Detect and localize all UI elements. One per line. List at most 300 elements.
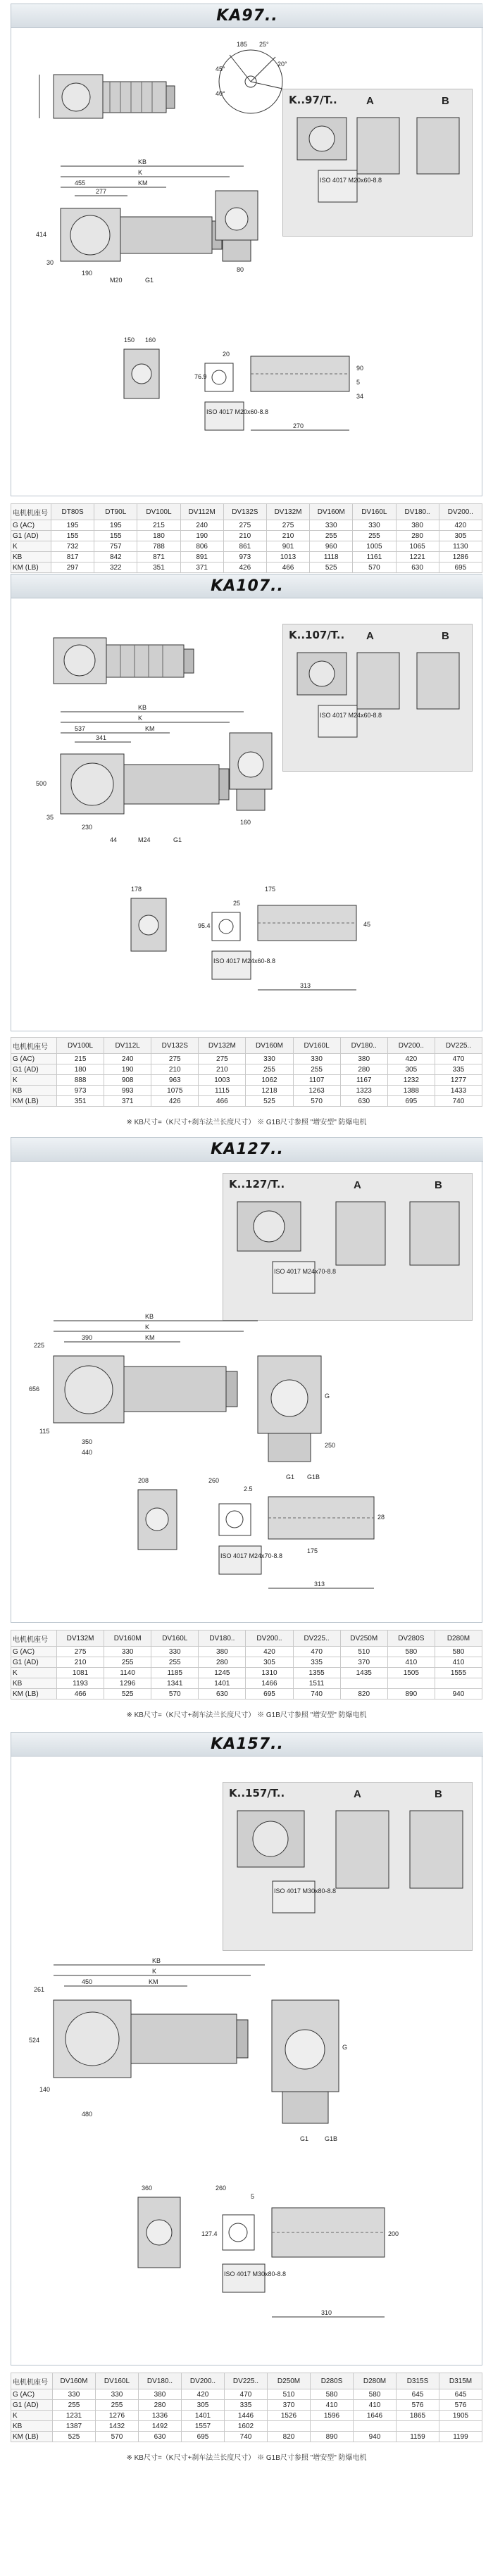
dim-480: 480 — [82, 2111, 93, 2118]
table-cell: 510 — [268, 2389, 311, 2400]
dim-230: 230 — [82, 824, 93, 831]
dim-95-4: 95.4 — [198, 922, 211, 929]
dimension-table — [11, 503, 482, 573]
table-cell: 330 — [104, 1647, 151, 1657]
table-col-header: DV200.. — [182, 2373, 225, 2389]
table-cell: 155 — [94, 531, 137, 541]
table-row — [11, 563, 482, 573]
table-cell: 973 — [223, 552, 266, 563]
dim-225: 225 — [34, 1342, 45, 1349]
table-cell: 210 — [151, 1064, 199, 1075]
drawing-frame — [11, 1732, 482, 2365]
table-cell: 180 — [137, 531, 180, 541]
table-col-header: DV225.. — [435, 1038, 482, 1054]
footnote: ※ KB尺寸=（K尺寸+刹车法兰长度尺寸） ※ G1B尺寸参照 "增安型" 防爆电机 — [126, 1711, 367, 1719]
table-cell: 1081 — [57, 1668, 104, 1678]
dim-178: 178 — [131, 886, 142, 893]
table-cell: 963 — [151, 1075, 199, 1086]
mounting-variant-inset — [282, 89, 473, 237]
section-title-bar — [11, 4, 483, 28]
row-label: K — [11, 541, 51, 552]
table-cell: 1193 — [57, 1678, 104, 1689]
row-label: G (AC) — [11, 1647, 57, 1657]
iso-bolt-label: ISO 4017 M24x60-8.8 — [320, 712, 382, 719]
mounting-variant-inset — [223, 1173, 473, 1321]
table-row — [11, 541, 482, 552]
section-ka97 — [11, 4, 482, 630]
table-cell: 1263 — [293, 1086, 340, 1096]
table-cell: 576 — [397, 2400, 439, 2411]
table-cell: 297 — [51, 563, 94, 573]
table-cell: 190 — [180, 531, 223, 541]
variant-drawings — [230, 1195, 466, 1314]
table-cell: 940 — [435, 1689, 482, 1699]
table-cell: 255 — [310, 531, 353, 541]
variant-a-label: A — [366, 95, 374, 107]
row-label: G (AC) — [11, 2389, 53, 2400]
table-cell: 1387 — [53, 2421, 96, 2432]
table-cell — [340, 1678, 387, 1689]
row-label: G1 (AD) — [11, 1064, 57, 1075]
iso-bolt-detail-label: ISO 4017 M20x60-8.8 — [206, 408, 269, 415]
table-cell: 280 — [396, 531, 439, 541]
row-label: KB — [11, 1678, 57, 1689]
table-cell: 1466 — [246, 1678, 293, 1689]
table-cell: 420 — [439, 520, 482, 531]
table-cell: 757 — [94, 541, 137, 552]
table-row — [11, 2411, 482, 2421]
table-cell: 1065 — [396, 541, 439, 552]
table-cell: 1310 — [246, 1668, 293, 1678]
table-cell: 510 — [340, 1647, 387, 1657]
dim-km: KM — [145, 1334, 155, 1341]
variant-b-label: B — [442, 95, 449, 107]
table-cell — [268, 2421, 311, 2432]
row-label: KM (LB) — [11, 2432, 53, 2442]
table-col-header: DT80S — [51, 504, 94, 520]
table-cell: 580 — [311, 2389, 354, 2400]
variant-a-label: A — [354, 1788, 361, 1800]
dim-m20: M20 — [110, 277, 123, 284]
table-cell: 1003 — [199, 1075, 246, 1086]
table-cell: 351 — [137, 563, 180, 573]
table-cell: 1401 — [182, 2411, 225, 2421]
table-cell: 466 — [199, 1096, 246, 1107]
table-col-header: DV160L — [151, 1631, 199, 1647]
dim-40deg: 45° — [216, 65, 225, 73]
dim-k: K — [138, 715, 143, 722]
table-cell: 330 — [53, 2389, 96, 2400]
dimension-table — [11, 2373, 482, 2442]
table-col-header: DV132M — [199, 1038, 246, 1054]
table-cell: 525 — [104, 1689, 151, 1699]
variant-a-label: A — [354, 1179, 361, 1191]
table-cell: 1245 — [199, 1668, 246, 1678]
dim-km: KM — [145, 725, 155, 732]
inset-model-label: K..157/T.. — [229, 1787, 285, 1799]
table-cell: 732 — [51, 541, 94, 552]
dim-440: 440 — [82, 1449, 93, 1456]
variant-b-label: B — [435, 1788, 442, 1800]
table-col-header: DV200.. — [246, 1631, 293, 1647]
table-cell: 1062 — [246, 1075, 293, 1086]
dim-5: 5 — [251, 2193, 255, 2200]
table-cell: 210 — [223, 531, 266, 541]
table-cell: 1130 — [439, 541, 482, 552]
table-cell: 335 — [435, 1064, 482, 1075]
table-cell: 1005 — [353, 541, 396, 552]
dim-k: K — [138, 169, 143, 176]
table-col-header: DV200.. — [439, 504, 482, 520]
dim-270: 270 — [293, 422, 304, 429]
table-cell: 420 — [387, 1054, 435, 1064]
table-cell: 525 — [310, 563, 353, 573]
table-cell: 570 — [96, 2432, 139, 2442]
table-cell: 190 — [104, 1064, 151, 1075]
table-cell: 215 — [137, 520, 180, 531]
table-cell: 426 — [151, 1096, 199, 1107]
dim-kb: KB — [138, 704, 147, 711]
table-cell: 210 — [199, 1064, 246, 1075]
dim-190: 190 — [82, 270, 93, 277]
table-row — [11, 1657, 482, 1668]
table-col-header: DV100L — [137, 504, 180, 520]
table-cell: 820 — [268, 2432, 311, 2442]
table-cell: 255 — [96, 2400, 139, 2411]
drawing-frame — [11, 574, 482, 1031]
variant-drawings — [290, 111, 466, 230]
dim-524: 524 — [29, 2037, 40, 2044]
table-cell: 695 — [439, 563, 482, 573]
table-cell: 901 — [266, 541, 309, 552]
section-title-bar — [11, 574, 483, 598]
dim-45deg: 20° — [277, 61, 287, 68]
dim-261: 261 — [34, 1986, 45, 1993]
table-cell: 1336 — [139, 2411, 182, 2421]
section-title: KA97.. — [216, 7, 278, 25]
dim-80: 80 — [237, 266, 244, 273]
dim-km: KM — [149, 1978, 158, 1985]
variant-drawings — [230, 1804, 466, 1944]
dim-150: 150 — [124, 337, 135, 344]
table-cell: 1433 — [435, 1086, 482, 1096]
table-col-header: DV160L — [353, 504, 396, 520]
table-cell: 1596 — [311, 2411, 354, 2421]
section-title: KA127.. — [211, 1141, 284, 1158]
table-cell: 1118 — [310, 552, 353, 563]
table-cell: 788 — [137, 541, 180, 552]
drawing-frame — [11, 1137, 482, 1623]
table-cell: 371 — [104, 1096, 151, 1107]
dim-kb: KB — [152, 1957, 161, 1964]
row-label: KM (LB) — [11, 1096, 57, 1107]
table-cell: 1526 — [268, 2411, 311, 2421]
table-cell: 1199 — [439, 2432, 482, 2442]
table-cell: 1355 — [293, 1668, 340, 1678]
table-cell: 180 — [57, 1064, 104, 1075]
table-col-header: D250M — [268, 2373, 311, 2389]
table-cell: 1557 — [182, 2421, 225, 2432]
table-cell — [397, 2421, 439, 2432]
table-cell: 1013 — [266, 552, 309, 563]
table-col-header: DV100L — [57, 1038, 104, 1054]
table-cell: 330 — [353, 520, 396, 531]
footnote: ※ KB尺寸=（K尺寸+刹车法兰长度尺寸） ※ G1B尺寸参照 "增安型" 防爆电机 — [126, 2454, 367, 2462]
table-col-header: DV160L — [96, 2373, 139, 2389]
dim-390: 390 — [82, 1334, 93, 1341]
table-cell: 330 — [310, 520, 353, 531]
table-cell: 380 — [139, 2389, 182, 2400]
table-cell: 410 — [354, 2400, 397, 2411]
table-col-header: DV132S — [151, 1038, 199, 1054]
table-cell: 1401 — [199, 1678, 246, 1689]
table-cell: 210 — [266, 531, 309, 541]
table-cell: 255 — [353, 531, 396, 541]
row-label: KB — [11, 1086, 57, 1096]
table-col-header: DV180.. — [396, 504, 439, 520]
dim-g: G — [325, 1393, 330, 1400]
dimension-table — [11, 1630, 482, 1699]
table-cell: 1185 — [151, 1668, 199, 1678]
table-cell: 255 — [293, 1064, 340, 1075]
table-cell: 890 — [311, 2432, 354, 2442]
table-cell: 1555 — [435, 1668, 482, 1678]
table-cell: 1107 — [293, 1075, 340, 1086]
table-cell: 973 — [57, 1086, 104, 1096]
table-cell: 470 — [293, 1647, 340, 1657]
dim-95: 40° — [216, 90, 225, 97]
table-cell: 195 — [94, 520, 137, 531]
row-label: K — [11, 1075, 57, 1086]
table-col-header: D280M — [354, 2373, 397, 2389]
dim-2-5: 2.5 — [244, 1485, 253, 1493]
row-label: KB — [11, 552, 51, 563]
table-cell: 1435 — [340, 1668, 387, 1678]
table-row — [11, 2432, 482, 2442]
table-col-header: DV132S — [223, 504, 266, 520]
table-cell: 370 — [268, 2400, 311, 2411]
table-cell: 576 — [439, 2400, 482, 2411]
iso-bolt-label: ISO 4017 M20x60-8.8 — [320, 177, 382, 184]
table-cell — [354, 2421, 397, 2432]
section-title-bar — [11, 1138, 483, 1162]
dim-455: 455 — [75, 180, 86, 187]
table-row — [11, 1678, 482, 1689]
table-cell: 1159 — [397, 2432, 439, 2442]
row-label: G1 (AD) — [11, 1657, 57, 1668]
table-cell: 1218 — [246, 1086, 293, 1096]
gearmotor-end-view — [208, 163, 272, 275]
table-row — [11, 1075, 482, 1086]
table-cell: 305 — [182, 2400, 225, 2411]
iso-bolt-detail-label: ISO 4017 M30x80-8.8 — [224, 2270, 287, 2277]
table-cell: 1323 — [340, 1086, 387, 1096]
table-cell: 420 — [246, 1647, 293, 1657]
section-ka157 — [11, 1732, 482, 2570]
iso-bolt-detail-label: ISO 4017 M24x60-8.8 — [213, 957, 276, 965]
table-cell: 1115 — [199, 1086, 246, 1096]
dim-34: 34 — [356, 393, 364, 400]
table-row — [11, 531, 482, 541]
table-col-header: DV112M — [180, 504, 223, 520]
table-header-label: 电机机座号 — [11, 504, 51, 520]
table-cell: 1388 — [387, 1086, 435, 1096]
table-col-header: DV200.. — [387, 1038, 435, 1054]
dim-35: 35 — [46, 814, 54, 821]
table-cell: 255 — [53, 2400, 96, 2411]
table-header-row — [11, 504, 482, 520]
table-cell: 410 — [435, 1657, 482, 1668]
table-col-header: DV160L — [293, 1038, 340, 1054]
table-header-row — [11, 1038, 482, 1054]
iso-bolt-detail-label: ISO 4017 M24x70-8.8 — [220, 1552, 283, 1559]
table-cell: 275 — [266, 520, 309, 531]
table-row — [11, 1668, 482, 1678]
dim-310: 310 — [321, 2309, 332, 2316]
table-cell: 817 — [51, 552, 94, 563]
dim-656: 656 — [29, 1386, 40, 1393]
table-cell: 466 — [266, 563, 309, 573]
row-label: G1 (AD) — [11, 2400, 53, 2411]
dim-140: 140 — [39, 2086, 51, 2093]
hollow-shaft-detail — [124, 884, 420, 1011]
table-cell: 330 — [293, 1054, 340, 1064]
dim-160: 160 — [145, 337, 156, 344]
table-cell: 1161 — [353, 552, 396, 563]
table-col-header: DV160M — [104, 1631, 151, 1647]
mounting-variant-inset — [282, 624, 473, 772]
table-row — [11, 1096, 482, 1107]
table-cell: 1511 — [293, 1678, 340, 1689]
dim-414: 414 — [36, 231, 47, 238]
table-cell: 1296 — [104, 1678, 151, 1689]
table-cell: 630 — [199, 1689, 246, 1699]
dim-g1: G1 — [173, 836, 182, 843]
table-cell: 580 — [387, 1647, 435, 1657]
dim-313: 313 — [300, 982, 311, 989]
inset-model-label: K..107/T.. — [289, 629, 345, 641]
dim-k: K — [152, 1968, 157, 1975]
table-cell: 645 — [439, 2389, 482, 2400]
dim-76-9: 76.9 — [194, 373, 207, 380]
table-cell: 380 — [199, 1647, 246, 1657]
table-col-header: DV250M — [340, 1631, 387, 1647]
row-label: K — [11, 1668, 57, 1678]
table-cell: 280 — [340, 1064, 387, 1075]
dim-km: KM — [138, 180, 148, 187]
table-col-header: DV180.. — [340, 1038, 387, 1054]
iso-bolt-label: ISO 4017 M30x80-8.8 — [274, 1887, 337, 1895]
table-cell: 410 — [387, 1657, 435, 1668]
table-row — [11, 2421, 482, 2432]
table-cell: 330 — [96, 2389, 139, 2400]
dim-25deg: 185 — [237, 41, 248, 48]
dimension-table — [11, 1037, 482, 1107]
table-col-header: DV160M — [53, 2373, 96, 2389]
dim-200: 200 — [388, 2230, 399, 2237]
table-cell: 470 — [435, 1054, 482, 1064]
dim-30: 30 — [46, 259, 54, 266]
table-cell: 645 — [397, 2389, 439, 2400]
dim-20deg: 25° — [259, 41, 269, 48]
table-cell: 695 — [387, 1096, 435, 1107]
table-cell: 371 — [180, 563, 223, 573]
table-cell — [439, 2421, 482, 2432]
table-cell: 890 — [387, 1689, 435, 1699]
table-cell: 1341 — [151, 1678, 199, 1689]
table-cell: 420 — [182, 2389, 225, 2400]
row-label: G (AC) — [11, 520, 51, 531]
dim-45: 45 — [363, 921, 371, 928]
table-cell: 1432 — [96, 2421, 139, 2432]
table-cell: 155 — [51, 531, 94, 541]
dim-g1: G1 — [145, 277, 154, 284]
table-cell: 960 — [310, 541, 353, 552]
table-col-header: DV225.. — [225, 2373, 268, 2389]
table-cell: 240 — [104, 1054, 151, 1064]
table-cell: 210 — [57, 1657, 104, 1668]
table-cell: 466 — [57, 1689, 104, 1699]
table-cell — [387, 1678, 435, 1689]
inset-model-label: K..127/T.. — [229, 1178, 285, 1190]
dim-g1b: G1B — [325, 2135, 338, 2142]
table-row — [11, 1086, 482, 1096]
variant-drawings — [290, 646, 466, 765]
table-cell: 305 — [246, 1657, 293, 1668]
table-cell — [435, 1678, 482, 1689]
table-cell: 630 — [396, 563, 439, 573]
section-title-bar — [11, 1733, 483, 1757]
table-col-header: DV180.. — [199, 1631, 246, 1647]
dim-175: 175 — [307, 1547, 318, 1554]
table-cell: 370 — [340, 1657, 387, 1668]
table-header-row — [11, 2373, 482, 2389]
dim-90: 90 — [356, 365, 364, 372]
table-cell: 322 — [94, 563, 137, 573]
table-cell: 335 — [225, 2400, 268, 2411]
table-col-header: DV280S — [387, 1631, 435, 1647]
table-cell: 525 — [53, 2432, 96, 2442]
inset-model-label: K..97/T.. — [289, 94, 337, 106]
gearmotor-end-view — [251, 1328, 349, 1490]
row-label: KM (LB) — [11, 1689, 57, 1699]
table-cell: 570 — [353, 563, 396, 573]
section-title: KA157.. — [211, 1735, 284, 1753]
table-header-label: 电机机座号 — [11, 1631, 57, 1647]
table-header-label: 电机机座号 — [11, 2373, 53, 2389]
gearmotor-end-view — [265, 1972, 370, 2155]
table-cell: 280 — [139, 2400, 182, 2411]
table-cell: 695 — [246, 1689, 293, 1699]
table-header-row — [11, 1631, 482, 1647]
table-cell: 240 — [180, 520, 223, 531]
table-cell: 1646 — [354, 2411, 397, 2421]
table-cell: 570 — [151, 1689, 199, 1699]
dim-g1: G1 — [286, 1474, 295, 1481]
table-col-header: D315S — [397, 2373, 439, 2389]
table-cell: 525 — [246, 1096, 293, 1107]
table-cell: 630 — [340, 1096, 387, 1107]
table-cell: 842 — [94, 552, 137, 563]
table-cell: 940 — [354, 2432, 397, 2442]
table-cell: 275 — [57, 1647, 104, 1657]
table-cell: 280 — [199, 1657, 246, 1668]
row-label: G (AC) — [11, 1054, 57, 1064]
table-cell: 1505 — [387, 1668, 435, 1678]
table-cell: 275 — [199, 1054, 246, 1064]
table-cell: 740 — [435, 1096, 482, 1107]
variant-b-label: B — [442, 630, 449, 642]
